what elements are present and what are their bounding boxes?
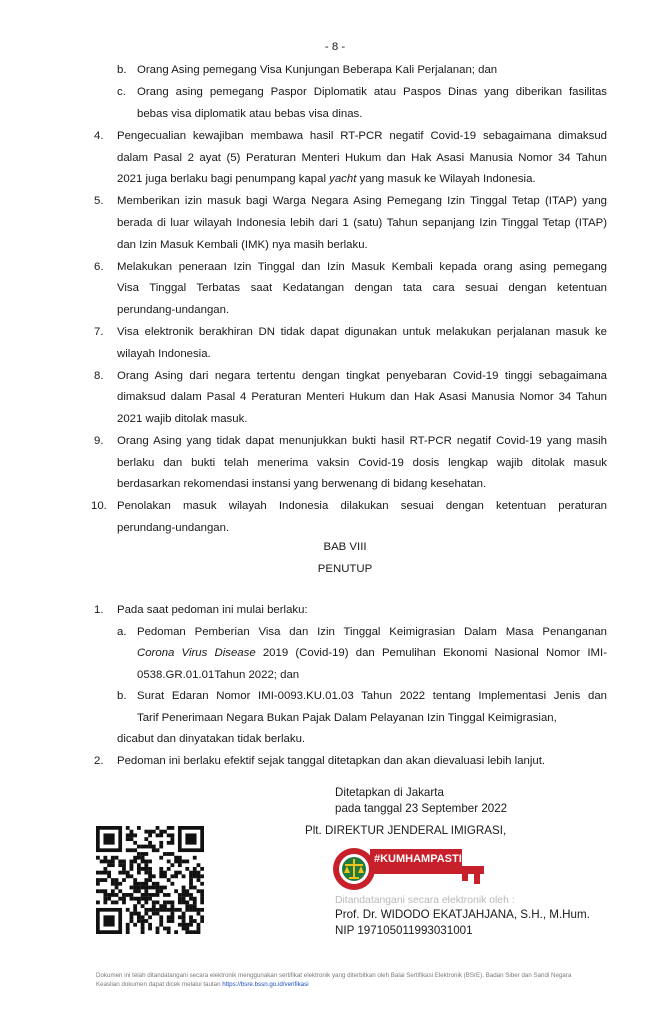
list-label: 1.: [94, 604, 104, 616]
list-label: 7.: [94, 325, 104, 338]
list-text: Orang Asing dari negara tertentu dengan tingkat penyebaran Covid-19 tinggi sebagaimana: [117, 369, 607, 382]
signature-place: Ditetapkan di Jakarta: [335, 786, 444, 799]
list-text: Melakukan peneraan Izin Tinggal dan Izin Masuk Kembali kepada orang asing pemegang: [117, 260, 607, 273]
list-text: Surat Edaran Nomor IMI-0093.KU.01.03 Tahun 2022 tentang Implementasi Jenis dan: [137, 690, 607, 702]
list-text: 2021 juga berlaku bagi penumpang kapal yacht yang masuk ke Wilayah Indonesia.: [117, 173, 536, 186]
list-text: berlaku dan bukti telah menerima vaksin Covid-19 dosis lengkap wajib ditolak masuk: [117, 456, 607, 469]
chapter-title: PENUTUP: [317, 563, 373, 575]
list-text: bebas visa diplomatik atau bebas visa dinas.: [137, 108, 363, 120]
footer-line: [96, 981, 636, 990]
list-text: Orang asing pemegang Paspor Diplomatik atau Paspos Dinas yang diberikan fasilitas: [137, 86, 607, 98]
signature-position: Plt. DIREKTUR JENDERAL IMIGRASI,: [305, 824, 507, 837]
footer-note: [96, 972, 636, 989]
list-text: Orang Asing pemegang Visa Kunjungan Beberapa Kali Perjalanan; dan: [137, 64, 498, 76]
list-text: Orang Asing yang tidak dapat menunjukkan bukti hasil RT-PCR negatif Covid-19 yang masih: [117, 434, 607, 447]
list-label: b.: [117, 64, 127, 76]
verification-link[interactable]: https://bsre.bssn.go.id/verifikasi: [222, 980, 309, 988]
list-text: Pengecualian kewajiban membawa hasil RT-PCR negatif Covid-19 sebagaimana dimaksud: [117, 130, 607, 142]
svg-text:#KUMHAMPASTI: #KUMHAMPASTI: [374, 853, 462, 865]
list-label: b.: [117, 690, 127, 702]
signer-name: Prof. Dr. WIDODO EKATJAHJANA, S.H., M.Hum.: [335, 908, 590, 921]
chapter-number: BAB VIII: [323, 541, 367, 553]
list-text: Memberikan izin masuk bagi Warga Negara Asing Pemegang Izin Tinggal Tetap (ITAP) yang: [117, 195, 607, 208]
list-text: dicabut dan dinyatakan tidak berlaku.: [117, 733, 306, 745]
e-signed-label: Ditandatangani secara elektronik oleh :: [335, 895, 515, 906]
list-text: berada di luar wilayah Indonesia lebih dari 1 (satu) Tahun sepanjang Izin Tinggal Tetap (ITAP): [117, 216, 607, 229]
list-label: 9.: [94, 434, 104, 447]
signature-date: pada tanggal 23 September 2022: [335, 802, 508, 815]
list-text: perundang-undangan.: [117, 303, 230, 316]
list-text: Visa elektronik berakhiran DN tidak dapat digunakan untuk melakukan perjalanan masuk ke: [117, 325, 607, 338]
list-text: berdasarkan rekomendasi instansi yang berwenang di bidang kesehatan.: [117, 478, 487, 491]
list-text: Pada saat pedoman ini mulai berlaku:: [117, 604, 308, 616]
list-label: a.: [117, 626, 127, 638]
signer-nip: NIP 197105011993031001: [335, 924, 473, 937]
list-text: 2021 wajib ditolak masuk.: [117, 412, 248, 425]
list-text: Penolakan masuk wilayah Indonesia dilakukan sesuai dengan ketentuan peraturan: [117, 500, 607, 513]
list-text: Pedoman ini berlaku efektif sejak tanggal ditetapkan dan akan dievaluasi lebih lanjut.: [117, 755, 546, 767]
list-text: 0538.GR.01.01Tahun 2022; dan: [137, 669, 300, 681]
footer-text: Keaslian dokumen dapat dicek melalui tautan: [96, 980, 223, 988]
list-label: 2.: [94, 755, 104, 767]
list-label: 8.: [94, 369, 104, 382]
list-text: dan Izin Masuk Kembali (IMK) nya masih berlaku.: [117, 238, 368, 251]
list-text: dimaksud dalam Pasal 4 Peraturan Menteri Hukum dan Hak Asasi Manusia Nomor 34 Tahun: [117, 391, 607, 404]
list-label: 6.: [94, 260, 104, 273]
list-text-italic-start: Corona Virus Disease 2019 (Covid-19) dan Pemulihan Ekonomi Nasional Nomor IMI-: [137, 647, 607, 659]
list-text: dalam Pasal 2 ayat (5) Peraturan Menteri Hukum dan Hak Asasi Manusia Nomor 34 Tahun: [117, 151, 607, 164]
list-label: c.: [117, 86, 126, 98]
kumhampasti-logo: [332, 841, 486, 895]
footer-line: Dokumen ini telah ditandatangani secara elektronik menggunakan sertifikat elektronik yang diterbitkan oleh Balai Sertifikasi Elektronik (BSrE), Badan Siber dan Sandi Negara: [96, 972, 572, 979]
list-text: Visa Tinggal Terbatas saat Kedatangan dengan tata cara sesuai dengan ketentuan: [117, 282, 607, 295]
list-label: 4.: [94, 130, 104, 142]
list-text: perundang-undangan.: [117, 521, 230, 534]
qr-code-icon: [96, 826, 204, 934]
list-text: Pedoman Pemberian Visa dan Izin Tinggal Keimigrasian Dalam Masa Penanganan: [137, 626, 607, 638]
list-text: Tarif Penerimaan Negara Bukan Pajak Dalam Pelayanan Izin Tinggal Keimigrasian,: [137, 712, 557, 724]
list-label: 5.: [94, 195, 104, 208]
page-number: - 8 -: [324, 41, 346, 53]
list-label: 10.: [91, 500, 107, 513]
list-text: wilayah Indonesia.: [117, 347, 211, 360]
